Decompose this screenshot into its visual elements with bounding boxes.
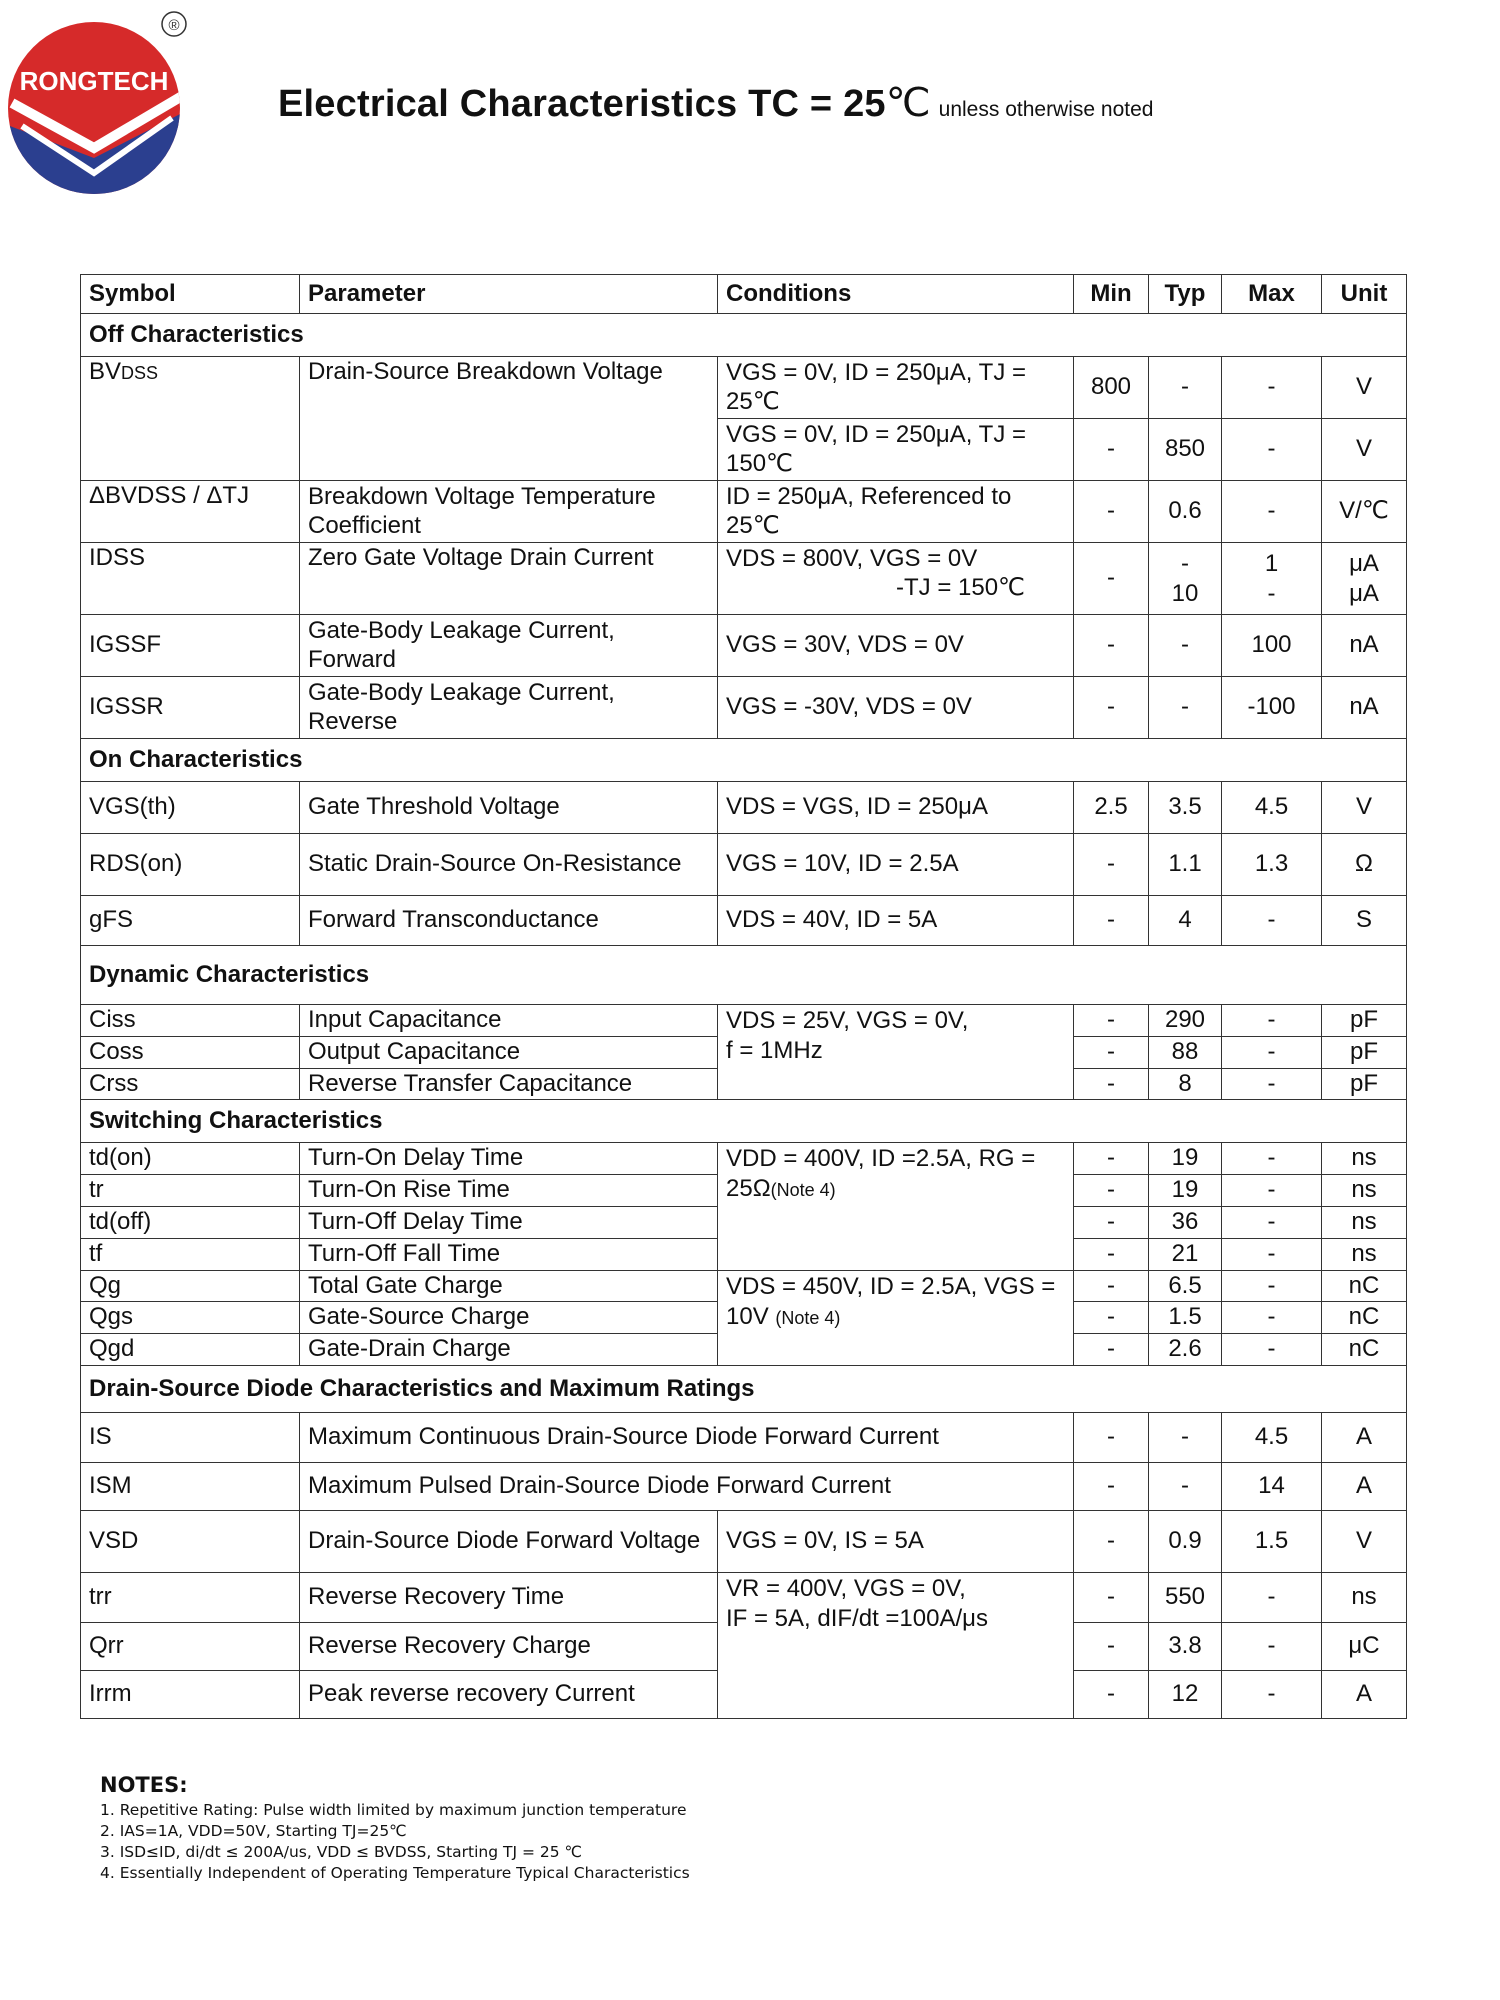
param-is: Maximum Continuous Drain-Source Diode Forward Current	[300, 1412, 1074, 1462]
typ-value: 88	[1149, 1036, 1222, 1068]
col-symbol: Symbol	[81, 275, 300, 314]
unit-value: pF	[1322, 1068, 1407, 1100]
col-conditions: Conditions	[718, 275, 1074, 314]
symbol-trr: trr	[81, 1572, 300, 1622]
max-value: -	[1222, 481, 1322, 543]
cond-idss	[718, 543, 1074, 615]
min-value: -	[1074, 543, 1149, 615]
symbol-vsd: VSD	[81, 1510, 300, 1572]
min-value: -	[1074, 677, 1149, 739]
param-bvdss: Drain-Source Breakdown Voltage	[300, 357, 718, 481]
min-value: -	[1074, 1238, 1149, 1270]
max-value: 4.5	[1222, 1412, 1322, 1462]
notes-section	[100, 1775, 690, 1884]
unit-value: V	[1322, 419, 1407, 481]
unit-value: A	[1322, 1462, 1407, 1510]
cond-igssf: VGS = 30V, VDS = 0V	[718, 615, 1074, 677]
symbol-bvdss: BVDSS	[81, 357, 300, 481]
typ-value: -	[1149, 1412, 1222, 1462]
typ-value: - 10	[1149, 543, 1222, 615]
param-ism: Maximum Pulsed Drain-Source Diode Forward Current	[300, 1462, 1074, 1510]
unit-value: V	[1322, 1510, 1407, 1572]
symbol-ism: ISM	[81, 1462, 300, 1510]
symbol-igssr: IGSSR	[81, 677, 300, 739]
max-value: -	[1222, 357, 1322, 419]
page-title	[278, 80, 1153, 126]
param-ciss: Input Capacitance	[300, 1005, 718, 1037]
param-tr: Turn-On Rise Time	[300, 1175, 718, 1207]
max-value: -	[1222, 1143, 1322, 1175]
max-value: -	[1222, 1302, 1322, 1334]
min-value: -	[1074, 1462, 1149, 1510]
unit-value: V	[1322, 357, 1407, 419]
param-qg: Total Gate Charge	[300, 1270, 718, 1302]
min-value: -	[1074, 1412, 1149, 1462]
typ-value: -	[1149, 677, 1222, 739]
unit-value: ns	[1322, 1238, 1407, 1270]
unit-value: nC	[1322, 1334, 1407, 1366]
max-value: -	[1222, 1175, 1322, 1207]
param-qrr: Reverse Recovery Charge	[300, 1622, 718, 1670]
min-value: 800	[1074, 357, 1149, 419]
typ-value: 1.1	[1149, 834, 1222, 896]
title-subtitle: unless otherwise noted	[938, 98, 1154, 121]
symbol-is: IS	[81, 1412, 300, 1462]
unit-value: μA μA	[1322, 543, 1407, 615]
symbol-coss: Coss	[81, 1036, 300, 1068]
param-td-off: Turn-Off Delay Time	[300, 1206, 718, 1238]
typ-value: 19	[1149, 1175, 1222, 1207]
unit-value: ns	[1322, 1175, 1407, 1207]
typ-value: 6.5	[1149, 1270, 1222, 1302]
section-diode: Drain-Source Diode Characteristics and Maximum Ratings	[81, 1365, 1407, 1412]
min-value: -	[1074, 1036, 1149, 1068]
max-value: 100	[1222, 615, 1322, 677]
max-value: -	[1222, 1238, 1322, 1270]
cond-rds-on: VGS = 10V, ID = 2.5A	[718, 834, 1074, 896]
unit-value: μC	[1322, 1622, 1407, 1670]
min-value: -	[1074, 1572, 1149, 1622]
typ-value: 4	[1149, 896, 1222, 946]
typ-value: 850	[1149, 419, 1222, 481]
param-tf: Turn-Off Fall Time	[300, 1238, 718, 1270]
unit-value: nA	[1322, 677, 1407, 739]
unit-value: ns	[1322, 1572, 1407, 1622]
unit-value: ns	[1322, 1206, 1407, 1238]
unit-value: S	[1322, 896, 1407, 946]
electrical-characteristics-table	[80, 274, 1407, 1719]
cond-switching-charge: VDS = 450V, ID = 2.5A, VGS = 10V (Note 4)	[718, 1270, 1074, 1365]
min-value: -	[1074, 1206, 1149, 1238]
symbol-tf: tf	[81, 1238, 300, 1270]
param-gfs: Forward Transconductance	[300, 896, 718, 946]
symbol-rds-on: RDS(on)	[81, 834, 300, 896]
min-value: -	[1074, 1005, 1149, 1037]
max-value: -	[1222, 1622, 1322, 1670]
typ-value: 2.6	[1149, 1334, 1222, 1366]
cond-bvdss-25: VGS = 0V, ID = 250μA, TJ = 25℃	[718, 357, 1074, 419]
param-igssf: Gate-Body Leakage Current, Forward	[300, 615, 718, 677]
symbol-ciss: Ciss	[81, 1005, 300, 1037]
param-igssr: Gate-Body Leakage Current, Reverse	[300, 677, 718, 739]
unit-value: Ω	[1322, 834, 1407, 896]
unit-value: ns	[1322, 1143, 1407, 1175]
max-value: 1.3	[1222, 834, 1322, 896]
unit-value: pF	[1322, 1005, 1407, 1037]
max-value: -100	[1222, 677, 1322, 739]
max-value: 4.5	[1222, 782, 1322, 834]
param-trr: Reverse Recovery Time	[300, 1572, 718, 1622]
max-value: 1 -	[1222, 543, 1322, 615]
symbol-crss: Crss	[81, 1068, 300, 1100]
param-crss: Reverse Transfer Capacitance	[300, 1068, 718, 1100]
min-value: -	[1074, 1622, 1149, 1670]
col-unit: Unit	[1322, 275, 1407, 314]
max-value: -	[1222, 1005, 1322, 1037]
note-item: 1. Repetitive Rating: Pulse width limited by maximum junction temperature	[100, 1801, 687, 1819]
min-value: -	[1074, 615, 1149, 677]
unit-value: pF	[1322, 1036, 1407, 1068]
col-max: Max	[1222, 275, 1322, 314]
note-item: 3. ISD≤ID, di/dt ≤ 200A/us, VDD ≤ BVDSS, Starting TJ = 25 ℃	[100, 1843, 582, 1861]
typ-value: 550	[1149, 1572, 1222, 1622]
symbol-idss: IDSS	[81, 543, 300, 615]
cond-idss-line1: VDS = 800V, VGS = 0V	[726, 545, 978, 572]
param-irrm: Peak reverse recovery Current	[300, 1670, 718, 1718]
max-value: -	[1222, 1206, 1322, 1238]
typ-value: 3.8	[1149, 1622, 1222, 1670]
section-dynamic: Dynamic Characteristics	[81, 946, 1407, 1005]
unit-value: A	[1322, 1412, 1407, 1462]
param-qgs: Gate-Source Charge	[300, 1302, 718, 1334]
min-value: -	[1074, 1670, 1149, 1718]
unit-value: A	[1322, 1670, 1407, 1718]
typ-value: 8	[1149, 1068, 1222, 1100]
min-value: -	[1074, 1270, 1149, 1302]
unit-value: V	[1322, 782, 1407, 834]
note-item: 2. IAS=1A, VDD=50V, Starting TJ=25℃	[100, 1822, 407, 1840]
typ-value: 3.5	[1149, 782, 1222, 834]
typ-value: 12	[1149, 1670, 1222, 1718]
param-coss: Output Capacitance	[300, 1036, 718, 1068]
min-value: 2.5	[1074, 782, 1149, 834]
min-value: -	[1074, 1143, 1149, 1175]
param-qgd: Gate-Drain Charge	[300, 1334, 718, 1366]
title-celsius: ℃	[885, 81, 931, 125]
typ-value: 290	[1149, 1005, 1222, 1037]
cond-igssr: VGS = -30V, VDS = 0V	[718, 677, 1074, 739]
symbol-vgs-th: VGS(th)	[81, 782, 300, 834]
col-typ: Typ	[1149, 275, 1222, 314]
typ-value: -	[1149, 615, 1222, 677]
min-value: -	[1074, 896, 1149, 946]
col-parameter: Parameter	[300, 275, 718, 314]
section-on: On Characteristics	[81, 739, 1407, 782]
max-value: -	[1222, 1068, 1322, 1100]
max-value: -	[1222, 1270, 1322, 1302]
registered-mark: ®	[168, 17, 180, 34]
notes-heading: NOTES:	[100, 1773, 188, 1797]
param-rds-on: Static Drain-Source On-Resistance	[300, 834, 718, 896]
symbol-tr: tr	[81, 1175, 300, 1207]
min-value: -	[1074, 1068, 1149, 1100]
param-vsd: Drain-Source Diode Forward Voltage	[300, 1510, 718, 1572]
cond-switching-time: VDD = 400V, ID =2.5A, RG = 25Ω(Note 4)	[718, 1143, 1074, 1270]
typ-value: 0.6	[1149, 481, 1222, 543]
cond-vsd: VGS = 0V, IS = 5A	[718, 1510, 1074, 1572]
symbol-qgd: Qgd	[81, 1334, 300, 1366]
min-value: -	[1074, 1334, 1149, 1366]
unit-value: V/℃	[1322, 481, 1407, 543]
cond-vgs-th: VDS = VGS, ID = 250μA	[718, 782, 1074, 834]
max-value: -	[1222, 1036, 1322, 1068]
typ-value: 19	[1149, 1143, 1222, 1175]
logo-brand-text: RONGTECH	[19, 66, 169, 96]
min-value: -	[1074, 1302, 1149, 1334]
max-value: 14	[1222, 1462, 1322, 1510]
unit-value: nC	[1322, 1270, 1407, 1302]
cond-bvdss-150: VGS = 0V, ID = 250μA, TJ = 150℃	[718, 419, 1074, 481]
section-off: Off Characteristics	[81, 314, 1407, 357]
max-value: -	[1222, 1572, 1322, 1622]
min-value: -	[1074, 1510, 1149, 1572]
max-value: 1.5	[1222, 1510, 1322, 1572]
min-value: -	[1074, 1175, 1149, 1207]
title-text: Electrical Characteristics TC = 25	[278, 83, 886, 125]
cond-recovery: VR = 400V, VGS = 0V, IF = 5A, dIF/dt =100A/μs	[718, 1572, 1074, 1718]
cond-dynamic: VDS = 25V, VGS = 0V, f = 1MHz	[718, 1005, 1074, 1100]
note-item: 4. Essentially Independent of Operating Temperature Typical Characteristics	[100, 1864, 690, 1882]
section-switching: Switching Characteristics	[81, 1100, 1407, 1143]
typ-value: 21	[1149, 1238, 1222, 1270]
unit-value: nA	[1322, 615, 1407, 677]
unit-value: nC	[1322, 1302, 1407, 1334]
table-header-row	[81, 275, 1407, 314]
col-min: Min	[1074, 275, 1149, 314]
max-value: -	[1222, 896, 1322, 946]
symbol-delta-bv: ΔBVDSS / ΔTJ	[81, 481, 300, 543]
typ-value: -	[1149, 1462, 1222, 1510]
symbol-qg: Qg	[81, 1270, 300, 1302]
param-td-on: Turn-On Delay Time	[300, 1143, 718, 1175]
param-delta-bv: Breakdown Voltage Temperature Coefficient	[300, 481, 718, 543]
cond-gfs: VDS = 40V, ID = 5A	[718, 896, 1074, 946]
max-value: -	[1222, 1334, 1322, 1366]
symbol-gfs: gFS	[81, 896, 300, 946]
typ-value: 36	[1149, 1206, 1222, 1238]
param-idss: Zero Gate Voltage Drain Current	[300, 543, 718, 615]
typ-value: -	[1149, 357, 1222, 419]
symbol-td-on: td(on)	[81, 1143, 300, 1175]
min-value: -	[1074, 834, 1149, 896]
max-value: -	[1222, 1670, 1322, 1718]
param-vgs-th: Gate Threshold Voltage	[300, 782, 718, 834]
cond-idss-line2: -TJ = 150℃	[896, 574, 1025, 601]
cond-delta-bv: ID = 250μA, Referenced to 25℃	[718, 481, 1074, 543]
symbol-td-off: td(off)	[81, 1206, 300, 1238]
symbol-igssf: IGSSF	[81, 615, 300, 677]
max-value: -	[1222, 419, 1322, 481]
typ-value: 1.5	[1149, 1302, 1222, 1334]
min-value: -	[1074, 481, 1149, 543]
symbol-qrr: Qrr	[81, 1622, 300, 1670]
min-value: -	[1074, 419, 1149, 481]
symbol-irrm: Irrm	[81, 1670, 300, 1718]
rongtech-logo	[2, 8, 192, 198]
symbol-qgs: Qgs	[81, 1302, 300, 1334]
typ-value: 0.9	[1149, 1510, 1222, 1572]
